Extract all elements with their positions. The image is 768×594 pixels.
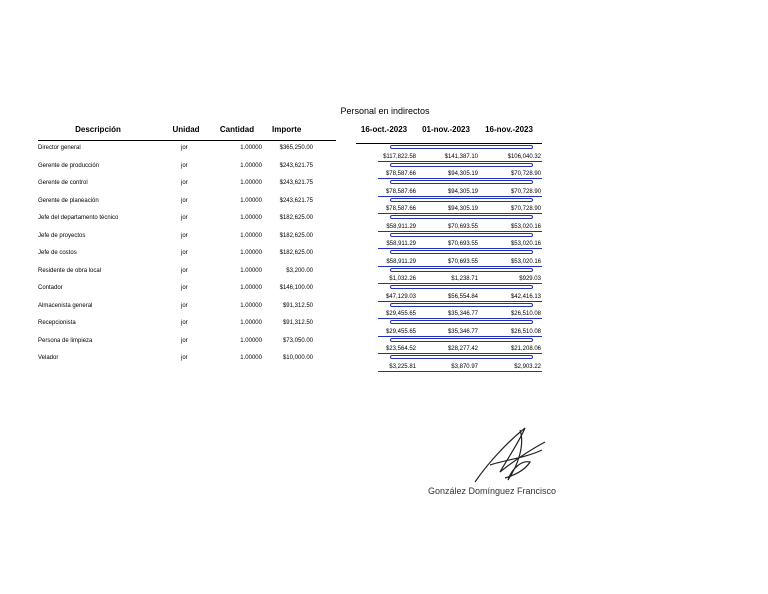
row-unit: jor (181, 215, 188, 221)
period-underline (378, 283, 542, 284)
period-value-3: $2,903.22 (514, 363, 541, 370)
header-date-1: 16-oct.-2023 (360, 125, 408, 134)
header-rule-left (38, 140, 336, 141)
gantt-bar (390, 145, 533, 149)
row-description: Contador (38, 285, 63, 291)
signature-mark (470, 420, 560, 490)
period-underline (378, 336, 542, 337)
period-value-2: $94,305.19 (447, 188, 478, 195)
row-unit: jor (181, 197, 188, 204)
period-value-3: $53,020.16 (510, 223, 541, 230)
period-value-1: $78,587.66 (385, 188, 416, 195)
header-date-2: 01-nov.-2023 (422, 125, 470, 134)
row-amount: $91,312.50 (282, 320, 313, 326)
period-value-2: $28,277.42 (447, 346, 478, 352)
period-underline (378, 178, 542, 179)
row-description: Residente de obra local (38, 267, 102, 274)
gantt-bar (390, 338, 533, 342)
row-unit: jor (181, 145, 188, 151)
row-quantity: 1.00000 (240, 285, 262, 291)
row-amount: $182,625.00 (279, 215, 313, 221)
row-unit: jor (181, 355, 188, 361)
gantt-bar (390, 285, 533, 289)
period-value-2: $70,693.55 (447, 223, 478, 230)
row-amount: $365,250.00 (279, 145, 313, 151)
period-value-3: $70,728.90 (510, 171, 541, 177)
row-quantity: 1.00000 (240, 302, 262, 309)
row-quantity: 1.00000 (240, 162, 262, 169)
period-value-2: $56,554.84 (447, 293, 478, 300)
period-value-3: $53,020.16 (510, 258, 541, 265)
period-value-2: $70,693.55 (447, 241, 478, 247)
row-amount: $243,621.75 (279, 180, 313, 186)
period-value-1: $78,587.66 (385, 171, 416, 177)
row-unit: jor (181, 337, 188, 344)
period-value-3: $26,510.08 (510, 311, 541, 317)
period-underline (378, 353, 542, 354)
gantt-bar (390, 163, 533, 167)
row-amount: $10,000.00 (282, 355, 313, 361)
row-quantity: 1.00000 (240, 180, 262, 186)
row-description: Persona de limpieza (38, 337, 93, 344)
row-amount: $243,621.75 (279, 162, 313, 169)
period-value-1: $29,455.65 (385, 311, 416, 317)
row-description: Jefe de costos (38, 250, 77, 256)
period-value-2: $1,238.71 (451, 276, 478, 282)
row-quantity: 1.00000 (240, 215, 262, 221)
period-underline (378, 301, 542, 302)
row-quantity: 1.00000 (240, 232, 262, 239)
row-amount: $91,312.50 (282, 302, 313, 309)
row-description: Gerente de planeación (38, 197, 99, 204)
period-value-2: $35,346.77 (447, 311, 478, 317)
row-quantity: 1.00000 (240, 197, 262, 204)
row-amount: $182,625.00 (279, 232, 313, 239)
period-value-3: $70,728.90 (510, 188, 541, 195)
gantt-bar (390, 320, 533, 324)
period-value-1: $58,911.29 (386, 241, 416, 247)
period-value-2: $141,387.10 (444, 153, 478, 160)
gantt-bar (390, 198, 533, 202)
period-value-3: $70,728.90 (510, 206, 541, 212)
period-underline (378, 318, 542, 319)
row-description: Jefe del departamento técnico (38, 215, 119, 221)
period-value-2: $35,346.77 (447, 328, 478, 335)
row-amount: $182,625.00 (279, 250, 313, 256)
gantt-bar (390, 268, 533, 272)
period-value-3: $26,510.08 (510, 328, 541, 335)
row-unit: jor (181, 302, 188, 309)
page-title: Personal en indirectos (340, 106, 430, 116)
row-amount: $146,100.00 (279, 285, 313, 291)
period-value-3: $53,020.16 (510, 241, 541, 247)
period-value-1: $58,911.29 (386, 258, 416, 265)
period-value-1: $47,129.03 (385, 293, 416, 300)
row-unit: jor (181, 267, 188, 274)
row-unit: jor (181, 285, 188, 291)
period-value-3: $929.03 (519, 276, 541, 282)
row-description: Gerente de producción (38, 162, 100, 169)
period-value-1: $58,911.29 (386, 223, 416, 230)
row-unit: jor (181, 250, 188, 256)
header-descripcion: Descripción (75, 125, 121, 134)
header-unidad: Unidad (172, 125, 200, 134)
period-value-2: $94,305.19 (447, 171, 478, 177)
period-value-3: $42,416.13 (510, 293, 541, 300)
period-value-1: $3,225.81 (389, 363, 416, 370)
row-amount: $3,200.00 (286, 267, 313, 274)
period-value-2: $94,305.19 (447, 206, 478, 212)
period-underline (378, 266, 542, 267)
header-cantidad: Cantidad (219, 125, 255, 134)
period-underline (378, 213, 542, 214)
gantt-bar (390, 215, 533, 219)
period-value-2: $3,870.97 (451, 363, 478, 370)
row-amount: $243,621.75 (279, 197, 313, 204)
period-underline (378, 231, 542, 232)
period-value-3: $106,040.32 (507, 153, 541, 160)
row-description: Recepcionista (38, 320, 76, 326)
row-quantity: 1.00000 (240, 145, 262, 151)
header-rule-right (356, 143, 542, 144)
period-value-1: $29,455.65 (385, 328, 416, 335)
row-quantity: 1.00000 (240, 337, 262, 344)
row-description: Velador (38, 355, 59, 361)
gantt-bar (390, 250, 533, 254)
row-unit: jor (181, 162, 188, 169)
row-description: Director general (38, 145, 81, 151)
row-unit: jor (181, 320, 188, 326)
row-unit: jor (181, 232, 188, 239)
period-value-2: $70,693.55 (447, 258, 478, 265)
gantt-bar (390, 303, 533, 307)
header-date-3: 16-nov.-2023 (485, 125, 533, 134)
row-amount: $73,050.00 (282, 337, 313, 344)
period-underline (378, 161, 542, 162)
period-value-1: $117,822.58 (383, 153, 416, 160)
gantt-bar (390, 233, 533, 237)
period-value-1: $23,564.52 (385, 346, 416, 352)
gantt-bar (390, 355, 533, 359)
row-description: Jefe de proyectos (38, 232, 86, 239)
row-quantity: 1.00000 (240, 267, 262, 274)
row-unit: jor (181, 180, 188, 186)
gantt-bar (390, 180, 533, 184)
period-underline (378, 196, 542, 197)
period-underline (378, 371, 542, 372)
period-value-1: $1,032.26 (389, 276, 416, 282)
row-quantity: 1.00000 (240, 320, 262, 326)
row-quantity: 1.00000 (240, 355, 262, 361)
period-value-3: $21,208.06 (510, 346, 541, 352)
period-value-1: $78,587.66 (385, 206, 416, 212)
signer-name: González Domínguez Francisco (428, 486, 557, 496)
row-description: Almacenista general (38, 302, 93, 309)
row-quantity: 1.00000 (240, 250, 262, 256)
header-importe: Importe (272, 125, 302, 134)
period-underline (378, 248, 542, 249)
row-description: Gerente de control (38, 180, 88, 186)
